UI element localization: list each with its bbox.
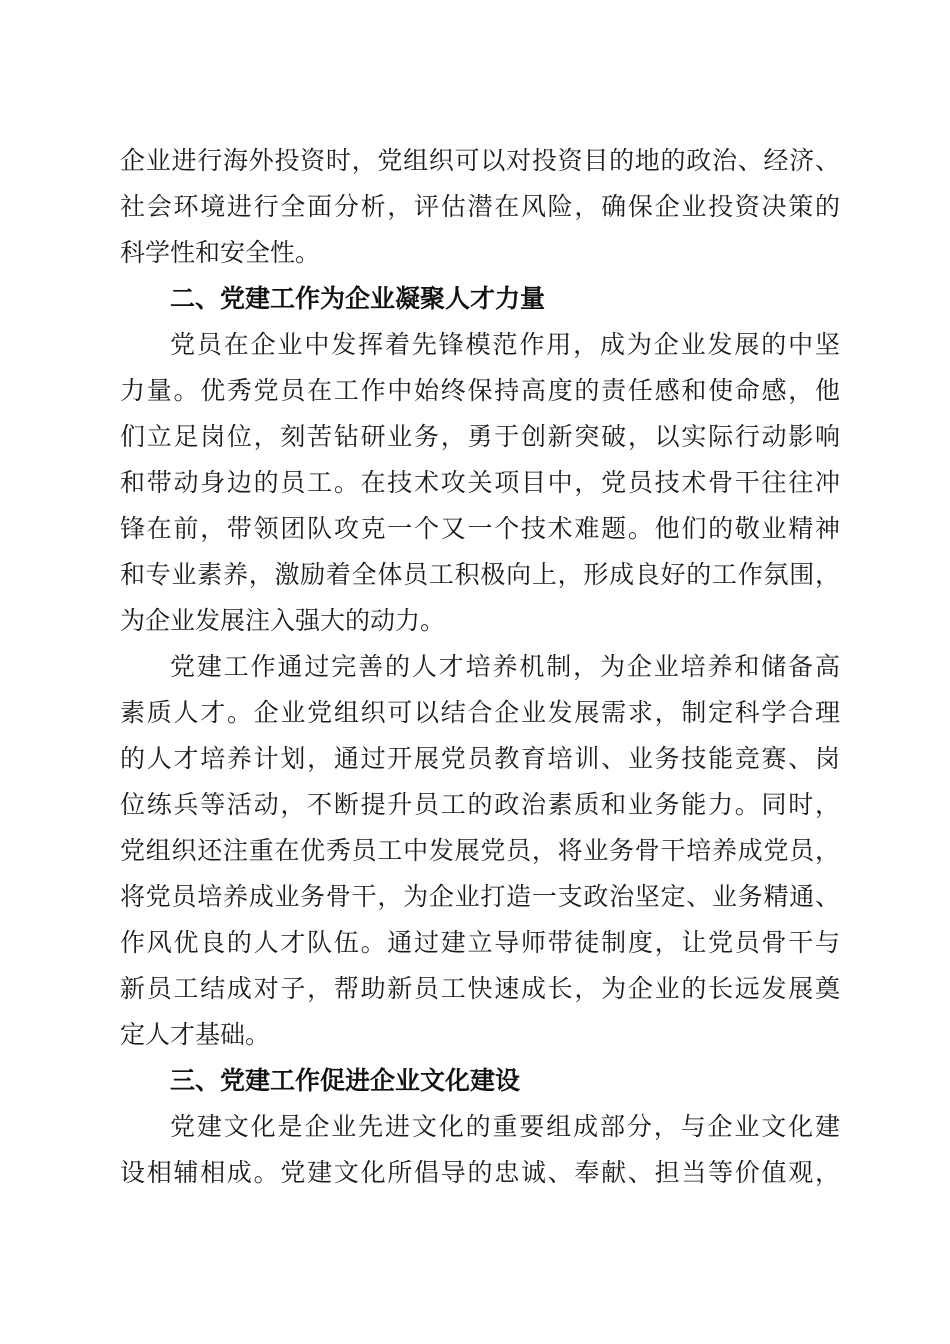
- paragraph-3-line-2: 素质人才。企业党组织可以结合企业发展需求，制定科学合理: [120, 698, 840, 727]
- section-heading-3: 三、党建工作促进企业文化建设: [170, 1066, 521, 1095]
- paragraph-3-line-5: 党组织还注重在优秀员工中发展党员，将业务骨干培养成党员，: [120, 836, 840, 865]
- paragraph-3-line-1: 党建工作通过完善的人才培养机制，为企业培养和储备高: [170, 652, 840, 681]
- paragraph-1-line-3: 科学性和安全性。: [120, 238, 321, 267]
- paragraph-1-line-2: 社会环境进行全面分析，评估潜在风险，确保企业投资决策的: [120, 192, 840, 221]
- paragraph-3-line-6: 将党员培养成业务骨干，为企业打造一支政治坚定、业务精通、: [120, 882, 840, 911]
- section-heading-2: 二、党建工作为企业凝聚人才力量: [170, 284, 546, 313]
- paragraph-2-line-3: 们立足岗位，刻苦钻研业务，勇于创新突破，以实际行动影响: [120, 422, 840, 451]
- paragraph-2-line-2: 力量。优秀党员在工作中始终保持高度的责任感和使命感，他: [120, 376, 840, 405]
- paragraph-1-line-1: 企业进行海外投资时，党组织可以对投资目的地的政治、经济、: [120, 146, 840, 175]
- paragraph-4-line-1: 党建文化是企业先进文化的重要组成部分，与企业文化建: [170, 1112, 840, 1141]
- paragraph-2-line-6: 和专业素养，激励着全体员工积极向上，形成良好的工作氛围，: [120, 560, 840, 589]
- paragraph-2-line-5: 锋在前，带领团队攻克一个又一个技术难题。他们的敬业精神: [120, 514, 840, 543]
- paragraph-3-line-7: 作风优良的人才队伍。通过建立导师带徒制度，让党员骨干与: [120, 928, 840, 957]
- paragraph-2-line-1: 党员在企业中发挥着先锋模范作用，成为企业发展的中坚: [170, 330, 840, 359]
- paragraph-3-line-3: 的人才培养计划，通过开展党员教育培训、业务技能竞赛、岗: [120, 744, 840, 773]
- paragraph-2-line-4: 和带动身边的员工。在技术攻关项目中，党员技术骨干往往冲: [120, 468, 840, 497]
- paragraph-3-line-8: 新员工结成对子，帮助新员工快速成长，为企业的长远发展奠: [120, 974, 840, 1003]
- paragraph-3-line-9: 定人才基础。: [120, 1020, 271, 1049]
- paragraph-4-line-2: 设相辅相成。党建文化所倡导的忠诚、奉献、担当等价值观，: [120, 1158, 840, 1187]
- paragraph-2-line-7: 为企业发展注入强大的动力。: [120, 606, 446, 635]
- paragraph-3-line-4: 位练兵等活动，不断提升员工的政治素质和业务能力。同时，: [120, 790, 840, 819]
